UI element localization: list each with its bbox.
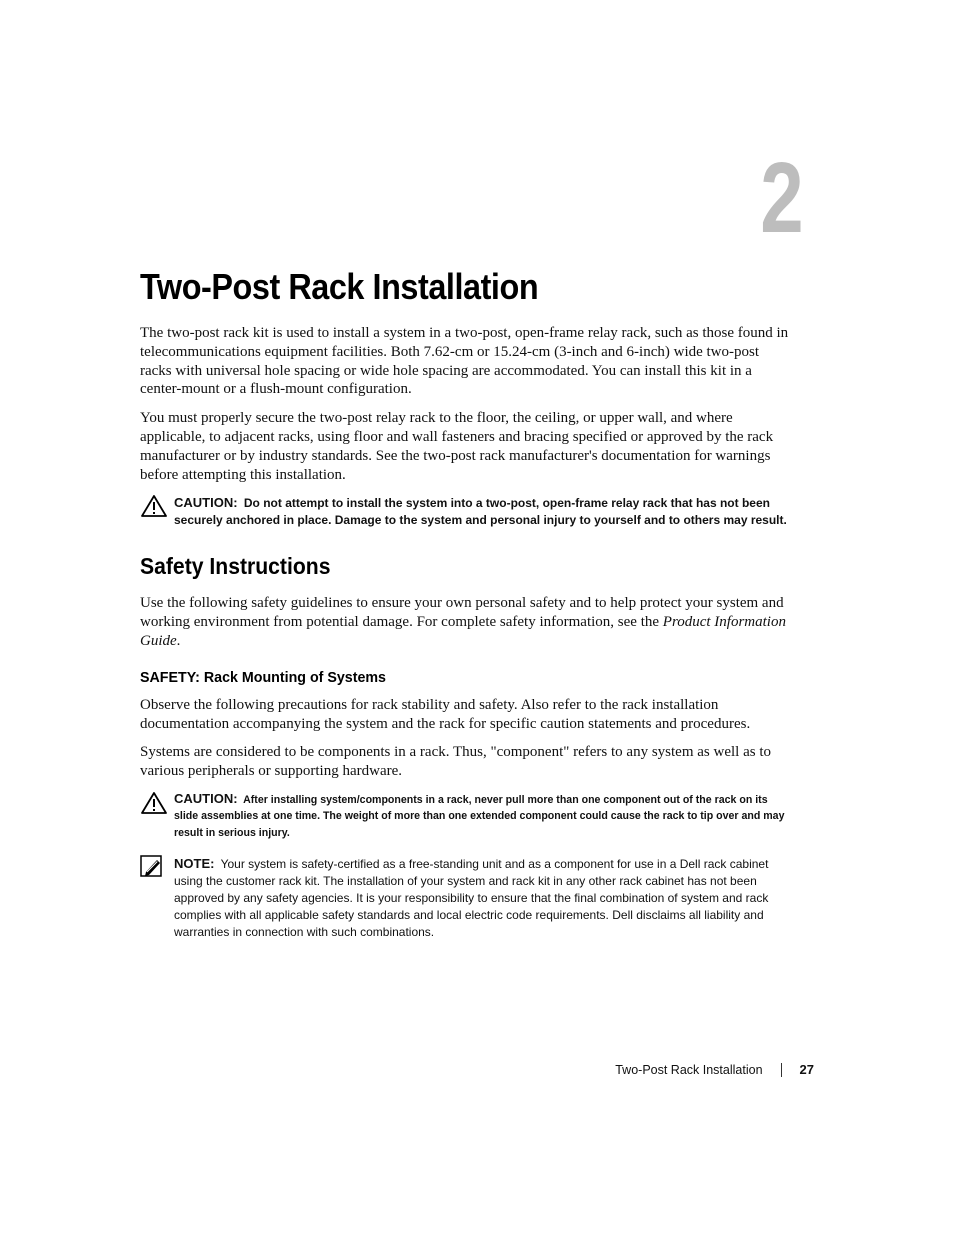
note-label: NOTE:: [174, 855, 215, 871]
chapter-number: 2: [760, 142, 804, 254]
caution-label: CAUTION:: [174, 790, 238, 806]
footer-section-title: Two-Post Rack Installation: [615, 1062, 763, 1077]
product-guide-title: Product Information Guide: [140, 614, 786, 649]
page-content: [140, 266, 790, 955]
caution-text: After installing system/components in a rack, never pull more than one component out of the rack on its slide assemblies at one time. The weight of more than one extended component could cause the rack to tip over and may result in serious injury.: [174, 793, 785, 839]
note-pencil-icon: [140, 855, 164, 882]
note-notice: [140, 855, 790, 941]
chapter-title: Two-Post Rack Installation: [140, 266, 539, 307]
intro-paragraph-2: You must properly secure the two-post relay rack to the floor, the ceiling, or upper wall, and where applicable, to adjacent racks, using floor and wall fasteners and bracing specified or approved by the rack manufacturer or by industry standards. See the two-post rack manufacturer's documentation for warnings before attempting this installation.: [140, 410, 774, 483]
safety-paragraph-3: Systems are considered to be components in a rack. Thus, "component" refers to any system as well as to various peripherals or supporting hardware.: [140, 744, 771, 780]
note-text: Your system is safety-certified as a free-standing unit and as a component for use in a Dell rack cabinet using the customer rack kit. The installation of your system and rack kit in any other rack cabinet has not been approved by any safety agencies. It is your responsibility to ensure that the final combination of system and rack complies with all applicable safety standards and local electric code requirements. Dell disclaims all liability and warranties in connection with such combinations.: [174, 856, 769, 939]
caution-triangle-icon: [140, 494, 168, 523]
safety-paragraph-1: Use the following safety guidelines to ensure your own personal safety and to help protect your system and working environment from potential damage. For complete safety information, see the Product Information Guide.: [140, 595, 786, 649]
caution-triangle-icon: [140, 791, 168, 820]
caution-notice-anchoring: [140, 494, 790, 529]
safety-paragraph-2: Observe the following precautions for rack stability and safety. Also refer to the rack installation documentation accompanying the system and the rack for specific caution statements and procedures.: [140, 696, 751, 732]
footer-divider: [781, 1063, 782, 1077]
page-footer: [615, 1062, 814, 1077]
caution-label: CAUTION:: [174, 495, 238, 511]
page-number: 27: [799, 1062, 814, 1077]
caution-notice-slide-assemblies: [140, 791, 790, 841]
intro-paragraph-1: The two-post rack kit is used to install a system in a two-post, open-frame relay rack, such as those found in telecommunications equipment facilities. Both 7.62-cm or 15.24-cm (3-inch and 6-inch) wide two-post racks with universal hole spacing or wide hole spacing are accommodated. You can install this kit in a center-mount or a flush-mount configuration.: [140, 325, 789, 398]
subsection-heading-rack-mounting: SAFETY: Rack Mounting of Systems: [140, 668, 386, 686]
section-heading-safety: Safety Instructions: [140, 553, 331, 580]
caution-text: Do not attempt to install the system into a two-post, open-frame relay rack that has not been securely anchored in place. Damage to the system and personal injury to yourself and to others may result.: [174, 496, 787, 528]
